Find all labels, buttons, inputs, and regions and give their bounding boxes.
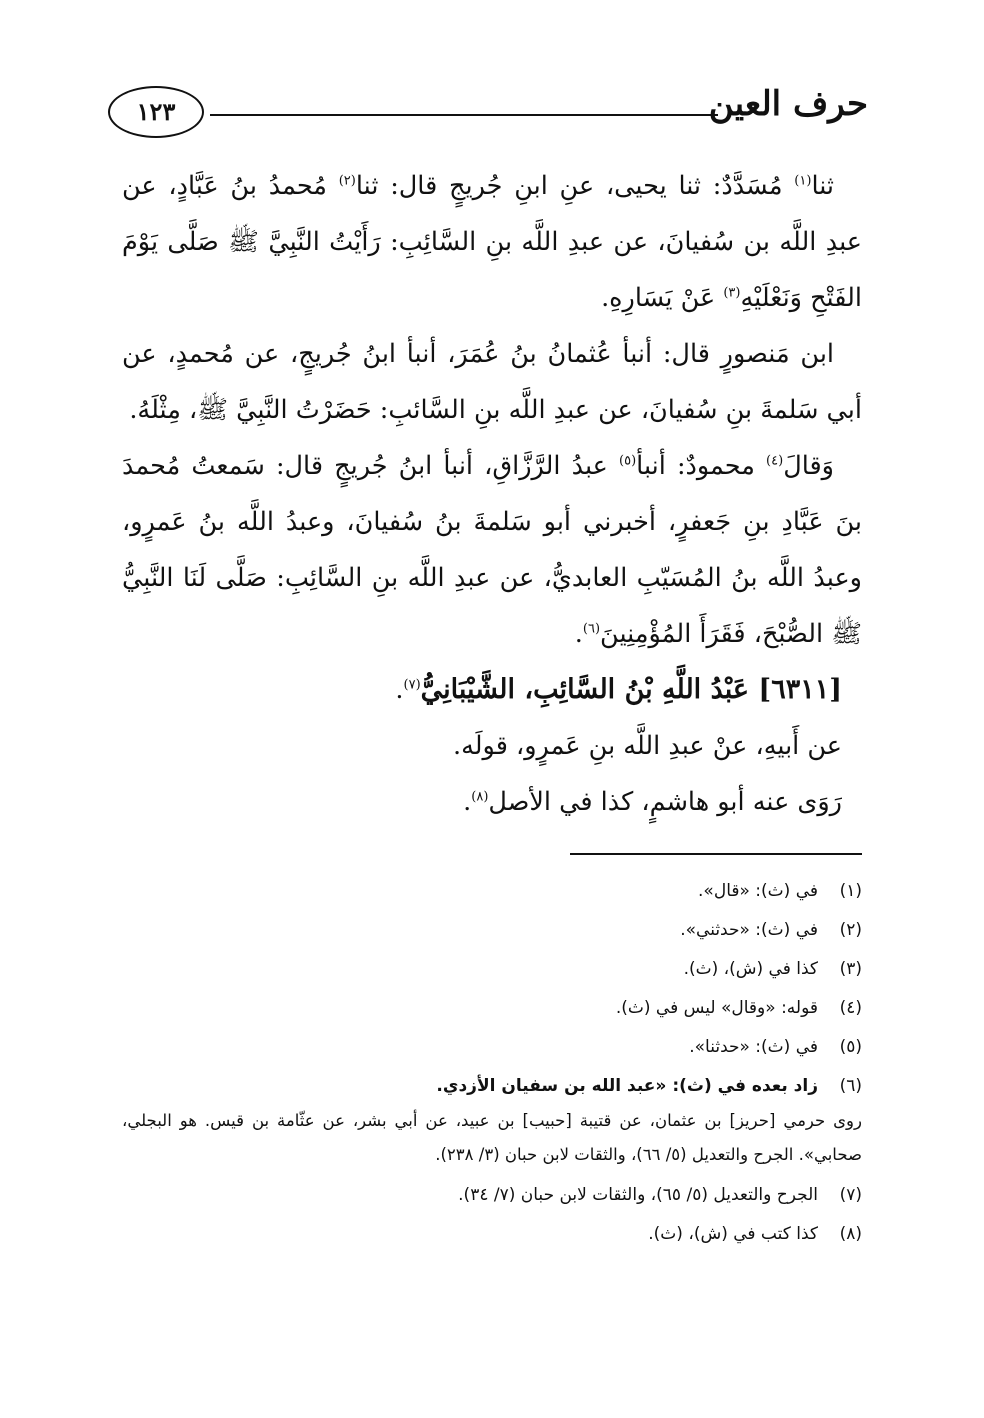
- entry-heading: [٦٣١١] عَبْدُ اللَّهِ بْنُ السَّائِبِ، الشَّيْبَانِيُّ$^{(٧)}$.: [395, 674, 842, 705]
- footnote-item: (٢) في (ث): «حدثني».: [680, 920, 862, 940]
- footnote-item: (٦) زاد بعده في (ث): «عبد الله بن سفيان الأزدي.: [436, 1076, 862, 1096]
- footnote-ref: (٧): [403, 677, 421, 693]
- running-title: حرف العين: [708, 84, 868, 124]
- footnote-item: (٣) كذا في (ش)، (ث).: [683, 959, 862, 979]
- paragraph-3: وَقالَ$^{(٤)}$ محمودٌ: أنبأ$^{(٥)}$ عبدُ الرَّزَّاقِ، أنبأ ابنُ جُريجٍ قال: سَمعتُ مُحمدَ بنَ عَبَّادِ بنِ جَعفرٍ، أخبرني أبو سَلمةَ بنُ سُفيانَ، وعبدُ اللَّه بنُ عَمرٍو، وعبدُ اللَّه بنُ المُسَيّبِ العابديُّ، عن عبدِ اللَّه بنِ السَّائِبِ: صَلَّى لَنَا النَّبِيُّ ﷺ الصُّبْحَ، فَقَرَأَ المُؤْمِنِينَ$^{(٦)}$.: [122, 451, 862, 649]
- page-header: [108, 82, 868, 142]
- footnote-ref: (١): [794, 173, 812, 189]
- footnote-item: (١) في (ث): «قال».: [698, 881, 862, 901]
- footnote-ref: (٥): [619, 453, 637, 469]
- footnote-item: (٤) قوله: «وقال» ليس في (ث).: [615, 998, 862, 1018]
- footnote-item: (٥) في (ث): «حدثنا».: [689, 1037, 862, 1057]
- footnote-ref: (٤): [766, 453, 784, 469]
- header-rule: [210, 114, 718, 116]
- footnote-ref: (٣): [723, 285, 741, 301]
- footnote-item: (٨) كذا كتب في (ش)، (ث).: [648, 1224, 862, 1244]
- main-text: [122, 158, 862, 830]
- footnote-continuation: روى حرمي [حريز] بن عثمان، عن قتيبة [حبيب] بن عبيد، عن أبي بشر، عن عثّامة بن قيس. هو البجلي، صحابي». الجرح والتعديل (٥/ ٦٦)، والثقات لابن حبان (٣/ ٢٣٨).: [122, 1111, 862, 1164]
- entry-line-1: عن أَبيهِ، عنْ عبدِ اللَّه بنِ عَمرٍو، قولَه.: [452, 731, 842, 761]
- footnote-rule: [570, 853, 862, 855]
- footnote-ref: (٦): [582, 621, 601, 637]
- paragraph-1: ثنا$^{(١)}$ مُسَدَّدٌ: ثنا يحيى، عنِ ابنِ جُريجٍ قال: ثنا$^{(٢)}$ مُحمدُ بنُ عَبَّادٍ، عن عبدِ اللَّه بن سُفيانَ، عن عبدِ اللَّه بنِ السَّائِبِ: رَأَيْتُ النَّبِيَّ ﷺ صَلَّى يَوْمَ الفَتْحِ وَنَعْلَيْهِ$^{(٣)}$ عَنْ يَسَارِهِ.: [122, 171, 862, 313]
- footnote-item: (٧) الجرح والتعديل (٥/ ٦٥)، والثقات لابن حبان (٧/ ٣٤).: [458, 1185, 862, 1205]
- footnote-ref: (٢): [338, 173, 356, 189]
- page-number: ١٢٣: [108, 86, 204, 138]
- entry-line-2: رَوَى عنه أبو هاشمٍ، كذا في الأصل$^{(٨)}$.: [463, 787, 842, 817]
- footnotes: [122, 872, 862, 1254]
- paragraph-2: ابن مَنصورٍ قال: أنبأ عُثمانُ بنُ عُمَرَ، أنبأ ابنُ جُريجٍ، عن مُحمدٍ، عن أبي سَلمةَ بنِ سُفيانَ، عن عبدِ اللَّه بنِ السَّائبِ: حَضَرْتُ النَّبِيَّ ﷺ، مِثْلَهُ.: [122, 339, 862, 425]
- footnote-ref: (٨): [471, 789, 489, 805]
